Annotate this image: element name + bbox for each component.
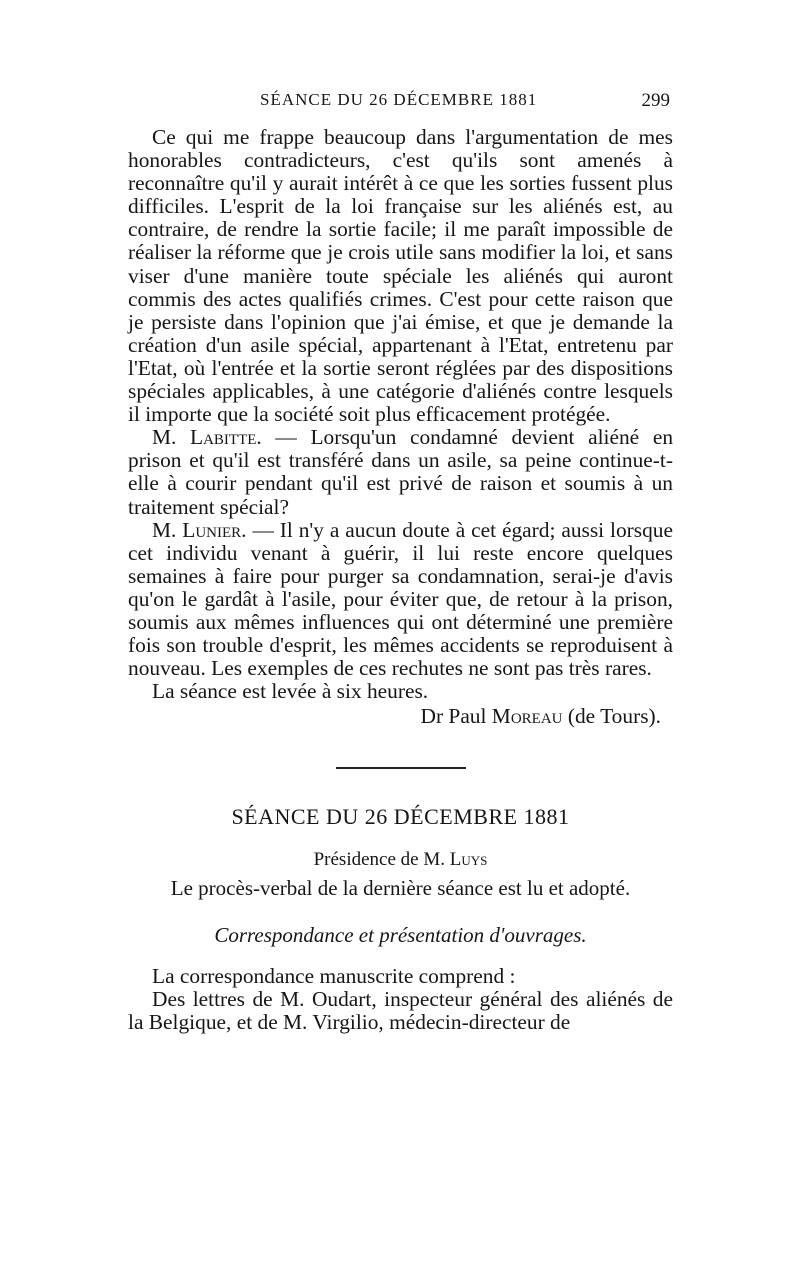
page-number: 299 (641, 90, 670, 111)
speaker-text: — Lorsqu'un condamné devient aliéné en prison et qu'il est transféré dans un asile, sa peine continue-t-elle à courir pendant qu'il est privé de raison et soumis à un traitement spécial? (128, 425, 674, 519)
section-divider (336, 767, 466, 769)
presidence-prefix: Présidence de M. (313, 848, 450, 870)
signature-suffix: (de Tours). (562, 704, 661, 729)
paragraph-closing: La séance est levée à six heures. (152, 679, 429, 704)
speaker-text: — Il n'y a aucun doute à cet égard; aussi lorsque cet individu venant à guérir, il lui reste encore quelques semaines à faire pour purger sa condamnation, serai-je d'avis qu'on le gardât à l'asile, pour éviter que, de retour à la prison, soumis aux mêmes influences qui ont déterminé une première fois son trouble d'esprit, les mêmes accidents se reproduisent à nouveau. Les exemples de ces rechutes ne sont pas très rares. (128, 517, 673, 681)
signature-prefix: Dr Paul (420, 704, 492, 729)
paragraph-labitte (128, 426, 673, 518)
body-text (128, 126, 673, 1034)
correspondence-heading: Correspondance et présentation d'ouvrages. (214, 922, 587, 947)
paragraph-correspondence-intro: La correspondance manuscrite comprend : (152, 963, 516, 988)
page-header (130, 90, 670, 118)
paragraph-argument: Ce qui me frappe beaucoup dans l'argumentation de mes honorables contradicteurs, c'est qu'ils sont amenés à reconnaître qu'il y aurait intérêt à ce que les sorties fussent plus difficiles. L'esprit de la loi française sur les aliénés est, au contraire, de rendre la sortie facile; il me paraît impossible de réaliser la réforme que je crois utile sans modifier la loi, et sans viser d'une manière toute spéciale les aliénés qui auront commis des actes qualifiés crimes. C'est pour cette raison que je persiste dans l'opinion que j'ai émise, et que je demande la création d'un asile spécial, appartenant à l'Etat, entretenu par l'Etat, où l'entrée et la sortie seront réglées par des dispositions spéciales applicables, à une catégorie d'aliénés contre lesquels il importe que la société soit plus efficacement protégée. (128, 125, 673, 427)
signature (128, 705, 661, 728)
president-name: Luys (449, 848, 488, 870)
presidence-line (128, 848, 673, 871)
paragraph-lunier (128, 519, 673, 681)
paragraph-letters: Des lettres de M. Oudart, inspecteur général des aliénés de la Belgique, et de M. Virgilio, médecin-directeur de (128, 986, 673, 1034)
running-title: SÉANCE DU 26 DÉCEMBRE 1881 (260, 90, 538, 109)
signature-name: Moreau (491, 704, 563, 729)
proces-verbal-line: Le procès-verbal de la dernière séance est lu et adopté. (170, 875, 631, 900)
section-title: SÉANCE DU 26 DÉCEMBRE 1881 (231, 804, 570, 830)
speaker-name: M. Labitte. (152, 425, 262, 450)
speaker-name: M. Lunier. (152, 517, 247, 542)
